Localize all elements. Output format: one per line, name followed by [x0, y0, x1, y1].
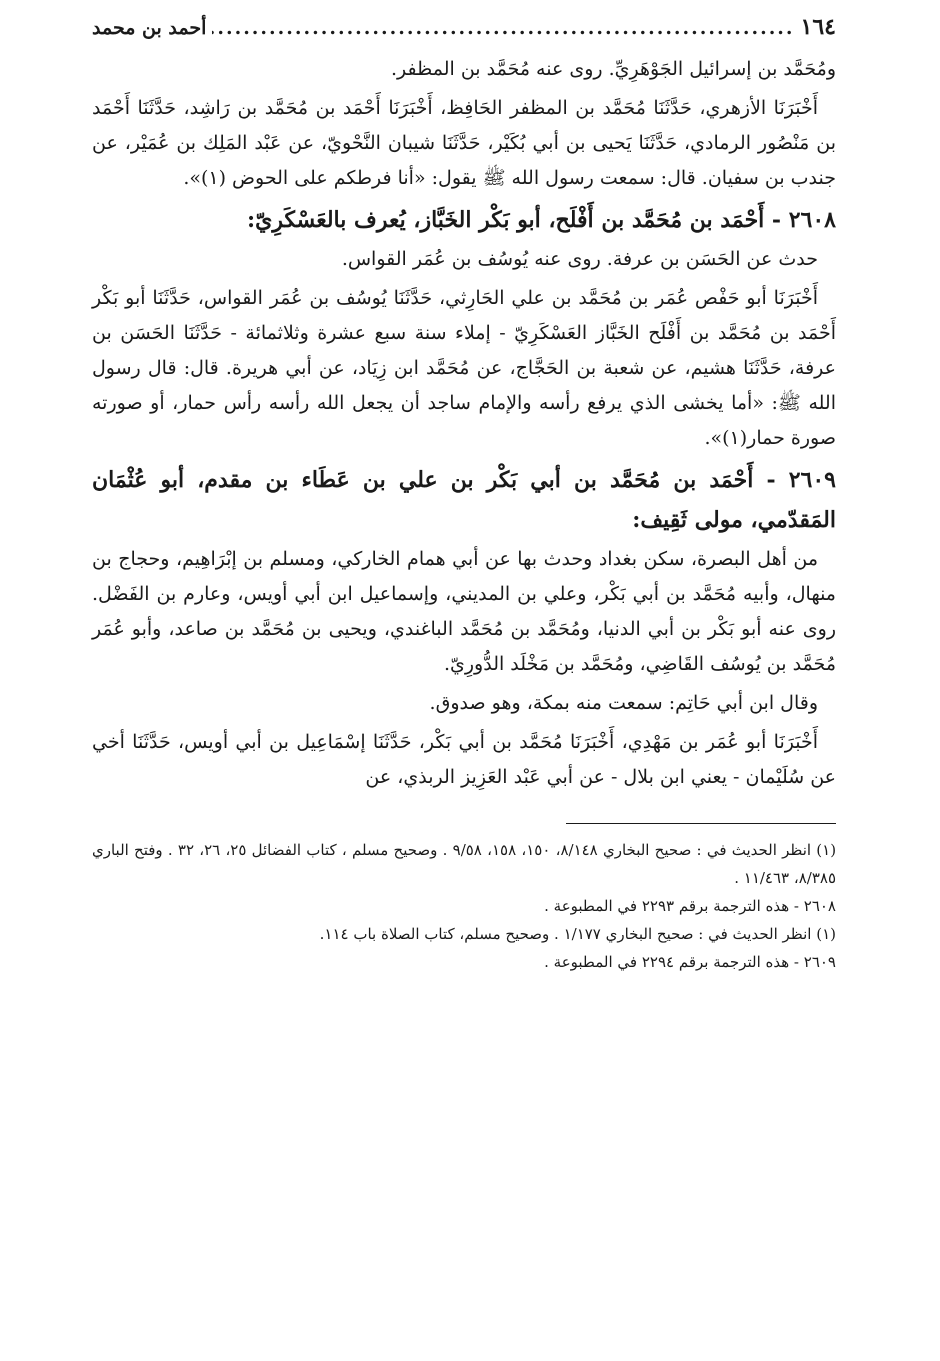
entry-heading-2608: ٢٦٠٨ - أَحْمَد بن مُحَمَّد بن أَفْلَح، أبو بَكْر الخَبَّاز، يُعرف بالعَسْكَرِيّ:: [246, 207, 836, 233]
paragraph: وقال ابن أبي حَاتِم: سمعت منه بمكة، وهو صدوق.: [429, 692, 818, 714]
footnote: ٢٦٠٩ - هذه الترجمة برقم ٢٢٩٤ في المطبوعة .: [544, 953, 836, 971]
paragraph: حدث عن الحَسَن بن عرفة. روى عنه يُوسُف بن عُمَر القواس.: [341, 248, 818, 270]
footnote: (١) انظر الحديث في : صحيح البخاري ١/١٧٧ . وصحيح مسلم، كتاب الصلاة باب ١١٤.: [319, 925, 836, 943]
footnote: ٢٦٠٨ - هذه الترجمة برقم ٢٢٩٣ في المطبوعة .: [544, 897, 836, 915]
header-dot-leader: [212, 17, 794, 39]
paragraph: من أهل البصرة، سكن بغداد وحدث بها عن أبي همام الخاركي، ومسلم بن إبْرَاهِيم، وحجاج بن منهال، وأبيه مُحَمَّد بن أبي بَكْر، وعلي بن المديني، وإسماعيل ابن أبي أويس، وعارم بن الفَضْل. روى عنه أبو بَكْر بن أبي الدنيا، ومُحَمَّد بن مُحَمَّد الباغندي، ويحيى بن مُحَمَّد بن صاعد، وأبو عُمَر مُحَمَّد بن يُوسُف القَاضِي، ومُحَمَّد بن مَخْلَد الدُّورِيّ.: [92, 548, 836, 675]
paragraph: أَخْبَرَنَا أبو عُمَر بن مَهْدِي، أَخْبَرَنَا مُحَمَّد بن أبي بَكْر، حَدَّثَنَا إسْمَاعِيل بن أبي أويس، حَدَّثَنَا أخي عن سُلَيْمان - يعني ابن بلال - عن أبي عَبْد العَزِيز الربذي، عن: [92, 731, 836, 788]
entry-heading-2609: ٢٦٠٩ - أَحْمَد بن مُحَمَّد بن أبي بَكْر بن علي بن عَطَاء بن مقدم، أبو عُثْمَان المَقدّمي، مولى ثَقِيف:: [92, 467, 836, 533]
paragraph: أَخْبَرَنَا أبو حَفْص عُمَر بن مُحَمَّد بن علي الحَارِثي، حَدَّثَنَا يُوسُف بن عُمَر القواس، حَدَّثَنَا أبو بَكْر أَحْمَد بن مُحَمَّد بن أَفْلَح الخَبَّاز العَسْكَرِيّ - إملاء سنة سبع عشرة وثلاثمائة - حَدَّثَنَا الحَسَن بن عرفة، حَدَّثَنَا هشيم، عن شعبة بن الحَجَّاج، عن مُحَمَّد ابن زِيَاد، عن أبي هريرة. قال: قال رسول الله ﷺ: «أما يخشى الذي يرفع رأسه والإمام ساجد أن يجعل الله رأسه رأس حمار، أو صورته صورة حمار(١)».: [92, 287, 836, 449]
paragraph: أَخْبَرَنَا الأزهري، حَدَّثَنَا مُحَمَّد بن المظفر الحَافِظ، أَخْبَرَنَا أَحْمَد بن مُحَمَّد بن رَاشِد، حَدَّثَنَا أَحْمَد بن مَنْصُور الرمادي، حَدَّثَنَا يَحيى بن أبي بُكَيْر، حَدَّثَنَا شيبان النَّحْويّ، عن عَبْد المَلِك بن عُمَيْر، عن جندب بن سفيان. قال: سمعت رسول الله ﷺ يقول: «أنا فرطكم على الحوض (١)».: [92, 97, 836, 189]
running-title: أحمد بن محمد: [92, 17, 207, 39]
page-number: ١٦٤: [800, 14, 836, 40]
footnotes: [92, 836, 836, 976]
main-text: [92, 52, 836, 795]
paragraph: ومُحَمَّد بن إسرائيل الجَوْهَرِيِّ. روى عنه مُحَمَّد بن المظفر.: [391, 58, 836, 80]
running-header: [92, 14, 836, 46]
book-page: [92, 14, 836, 976]
footnote-divider: [566, 823, 836, 824]
footnote: (١) انظر الحديث في : صحيح البخاري ٨/١٤٨، ١٥٠، ١٥٨، ٩/٥٨ . وصحيح مسلم ، كتاب الفضائل ٢٥، ٢٦، ٣٢ . وفتح الباري ٨/٣٨٥، ١١/٤٦٣ .: [92, 841, 837, 887]
